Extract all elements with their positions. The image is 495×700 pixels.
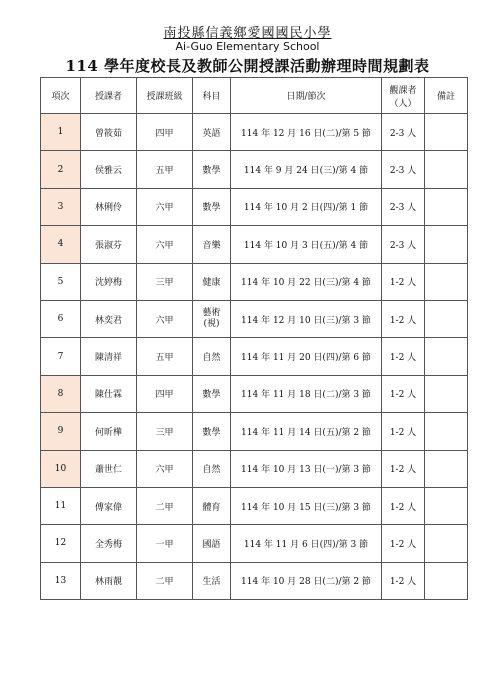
note-cell (425, 114, 468, 151)
table-row (41, 338, 468, 375)
row-number-cell: 5 (41, 263, 81, 300)
note-cell (425, 300, 468, 337)
teacher-cell: 沈婷梅 (81, 263, 137, 300)
teacher-cell: 傅家偉 (81, 487, 137, 524)
class-cell: 三甲 (137, 413, 193, 450)
class-cell: 四甲 (137, 114, 193, 151)
table-row (41, 300, 468, 337)
teacher-cell: 何昕樺 (81, 413, 137, 450)
table-row (41, 487, 468, 524)
school-name: 南投縣信義鄉愛國國民小學 (163, 26, 332, 41)
table-header-row (41, 78, 468, 114)
note-cell (425, 263, 468, 300)
header-date: 日期/節次 (231, 78, 382, 114)
header-teacher: 授課者 (81, 78, 137, 114)
observers-cell: 1-2 人 (382, 413, 425, 450)
teacher-cell: 侯雅云 (81, 151, 137, 188)
teacher-cell: 蕭世仁 (81, 450, 137, 487)
class-cell: 三甲 (137, 263, 193, 300)
class-cell: 四甲 (137, 375, 193, 412)
subject-cell: 音樂 (193, 226, 231, 263)
table-row (41, 188, 468, 225)
subject-cell: 健康 (193, 263, 231, 300)
row-number-cell: 4 (41, 226, 81, 263)
note-cell (425, 226, 468, 263)
teacher-cell: 曾筱茹 (81, 114, 137, 151)
observers-cell: 1-2 人 (382, 338, 425, 375)
table-row (41, 375, 468, 412)
teacher-cell: 陳仕霖 (81, 375, 137, 412)
schedule-table (40, 77, 468, 600)
date-cell: 114 年 10 月 15 日(三)/第 3 節 (231, 487, 382, 524)
class-cell: 六甲 (137, 300, 193, 337)
class-cell: 六甲 (137, 226, 193, 263)
header-observers: 觀課者（人） (382, 78, 425, 114)
row-number-cell: 10 (41, 450, 81, 487)
teacher-cell: 張淑芬 (81, 226, 137, 263)
note-cell (425, 487, 468, 524)
teacher-cell: 陳清祥 (81, 338, 137, 375)
observers-cell: 1-2 人 (382, 300, 425, 337)
row-number-cell: 3 (41, 188, 81, 225)
note-cell (425, 450, 468, 487)
row-number-cell: 11 (41, 487, 81, 524)
observers-cell: 2-3 人 (382, 151, 425, 188)
row-number-cell: 7 (41, 338, 81, 375)
subject-text: 藝術 (202, 308, 221, 319)
table-body (41, 114, 468, 600)
date-cell: 114 年 11 月 6 日(四)/第 3 節 (231, 525, 382, 562)
date-cell: 114 年 10 月 3 日(五)/第 4 節 (231, 226, 382, 263)
observers-cell: 1-2 人 (382, 375, 425, 412)
note-cell (425, 562, 468, 599)
note-cell (425, 375, 468, 412)
document-title: 114 學年度校長及教師公開授課活動辦理時間規劃表 (65, 57, 430, 75)
teacher-cell: 林奕君 (81, 300, 137, 337)
header-no: 項次 (41, 78, 81, 114)
note-cell (425, 525, 468, 562)
subject-cell: 數學 (193, 413, 231, 450)
subject-cell: 生活 (193, 562, 231, 599)
subject-cell: 體育 (193, 487, 231, 524)
date-cell: 114 年 10 月 13 日(一)/第 3 節 (231, 450, 382, 487)
header-subject: 科目 (193, 78, 231, 114)
class-cell: 二甲 (137, 562, 193, 599)
teacher-cell: 全秀梅 (81, 525, 137, 562)
table-row (41, 151, 468, 188)
row-number-cell: 2 (41, 151, 81, 188)
subject-cell: 國語 (193, 525, 231, 562)
observers-cell: 2-3 人 (382, 188, 425, 225)
subject-cell: 自然 (193, 338, 231, 375)
header-note: 備註 (425, 78, 468, 114)
observers-cell: 1-2 人 (382, 263, 425, 300)
table-row (41, 263, 468, 300)
date-cell: 114 年 10 月 28 日(二)/第 2 節 (231, 562, 382, 599)
observers-cell: 1-2 人 (382, 562, 425, 599)
table-row (41, 413, 468, 450)
class-cell: 六甲 (137, 450, 193, 487)
class-cell: 五甲 (137, 338, 193, 375)
date-cell: 114 年 10 月 22 日(三)/第 4 節 (231, 263, 382, 300)
class-cell: 一甲 (137, 525, 193, 562)
row-number-cell: 1 (41, 114, 81, 151)
observers-cell: 1-2 人 (382, 487, 425, 524)
date-cell: 114 年 10 月 2 日(四)/第 1 節 (231, 188, 382, 225)
note-cell (425, 151, 468, 188)
subject-cell: 自然 (193, 450, 231, 487)
date-cell: 114 年 11 月 18 日(二)/第 3 節 (231, 375, 382, 412)
class-cell: 二甲 (137, 487, 193, 524)
subject-cell: 數學 (193, 375, 231, 412)
date-cell: 114 年 12 月 10 日(三)/第 3 節 (231, 300, 382, 337)
subject-cell: 英語 (193, 114, 231, 151)
table-row (41, 562, 468, 599)
note-cell (425, 413, 468, 450)
subject-subtext: (視) (203, 319, 220, 330)
observers-cell: 2-3 人 (382, 226, 425, 263)
note-cell (425, 188, 468, 225)
table-row (41, 525, 468, 562)
row-number-cell: 9 (41, 413, 81, 450)
class-cell: 五甲 (137, 151, 193, 188)
table-row (41, 450, 468, 487)
observers-cell: 1-2 人 (382, 450, 425, 487)
class-cell: 六甲 (137, 188, 193, 225)
subject-cell: 數學 (193, 151, 231, 188)
observers-cell: 2-3 人 (382, 114, 425, 151)
table-row (41, 226, 468, 263)
subject-cell: 數學 (193, 188, 231, 225)
note-cell (425, 338, 468, 375)
date-cell: 114 年 12 月 16 日(二)/第 5 節 (231, 114, 382, 151)
row-number-cell: 13 (41, 562, 81, 599)
teacher-cell: 林雨靚 (81, 562, 137, 599)
teacher-cell: 林俐伶 (81, 188, 137, 225)
subject-cell (193, 300, 231, 337)
date-cell: 114 年 11 月 14 日(五)/第 2 節 (231, 413, 382, 450)
observers-cell: 1-2 人 (382, 525, 425, 562)
row-number-cell: 12 (41, 525, 81, 562)
date-cell: 114 年 11 月 20 日(四)/第 6 節 (231, 338, 382, 375)
table-row (41, 114, 468, 151)
school-name-en: Ai-Guo Elementary School (175, 40, 320, 53)
row-number-cell: 8 (41, 375, 81, 412)
date-cell: 114 年 9 月 24 日(三)/第 4 節 (231, 151, 382, 188)
header-class: 授課班級 (137, 78, 193, 114)
row-number-cell: 6 (41, 300, 81, 337)
